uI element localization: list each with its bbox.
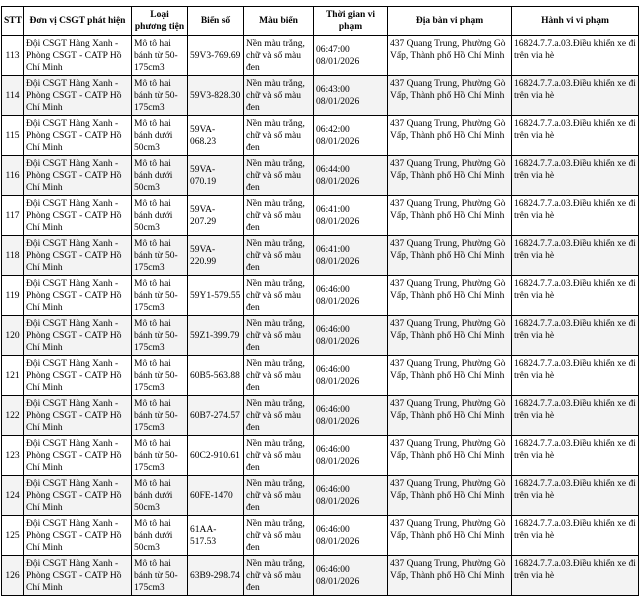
cell-stt: 118 (2, 236, 24, 276)
cell-plate: 59VA-070.19 (188, 156, 244, 196)
cell-plate-color: Nền màu trắng, chữ và số màu đen (244, 316, 314, 356)
table-row (2, 476, 639, 516)
cell-stt: 123 (2, 436, 24, 476)
cell-violation: 16824.7.7.a.03.Điều khiển xe đi trên via hè (512, 396, 639, 436)
cell-stt: 125 (2, 516, 24, 556)
cell-location: 437 Quang Trung, Phường Gò Vấp, Thành phố Hồ Chí Minh (388, 316, 512, 356)
cell-plate: 61AA-517.53 (188, 516, 244, 556)
cell-stt: 119 (2, 276, 24, 316)
cell-plate-color: Nền màu trắng, chữ và số màu đen (244, 476, 314, 516)
cell-time: 06:46:00 08/01/2026 (314, 316, 388, 356)
cell-vehicle-type: Mô tô hai bánh từ 50-175cm3 (132, 356, 188, 396)
cell-violation: 16824.7.7.a.03.Điều khiển xe đi trên via hè (512, 476, 639, 516)
cell-stt: 124 (2, 476, 24, 516)
cell-vehicle-type: Mô tô hai bánh dưới 50cm3 (132, 476, 188, 516)
cell-violation: 16824.7.7.a.03.Điều khiển xe đi trên via hè (512, 156, 639, 196)
header-time: Thời gian vi phạm (314, 7, 388, 36)
cell-plate-color: Nền màu trắng, chữ và số màu đen (244, 276, 314, 316)
header-vehicle-type: Loại phương tiện (132, 7, 188, 36)
cell-plate: 60FE-1470 (188, 476, 244, 516)
cell-plate: 63B9-298.74 (188, 556, 244, 596)
cell-time: 06:41:00 08/01/2026 (314, 236, 388, 276)
cell-plate: 60C2-910.61 (188, 436, 244, 476)
cell-vehicle-type: Mô tô hai bánh dưới 50cm3 (132, 196, 188, 236)
cell-plate-color: Nền màu trắng, chữ và số màu đen (244, 156, 314, 196)
table-body (2, 36, 639, 596)
cell-plate: 59VA-220.99 (188, 236, 244, 276)
cell-vehicle-type: Mô tô hai bánh từ 50-175cm3 (132, 436, 188, 476)
cell-location: 437 Quang Trung, Phường Gò Vấp, Thành phố Hồ Chí Minh (388, 36, 512, 76)
violations-table-container (1, 6, 639, 596)
table-header-row (2, 7, 639, 36)
cell-vehicle-type: Mô tô hai bánh từ 50-175cm3 (132, 396, 188, 436)
cell-location: 437 Quang Trung, Phường Gò Vấp, Thành phố Hồ Chí Minh (388, 476, 512, 516)
cell-plate-color: Nền màu trắng, chữ và số màu đen (244, 396, 314, 436)
header-violation: Hành vi vi phạm (512, 7, 639, 36)
cell-plate: 60B5-563.88 (188, 356, 244, 396)
cell-plate: 59V3-769.69 (188, 36, 244, 76)
cell-unit: Đội CSGT Hàng Xanh - Phòng CSGT - CATP Hồ Chí Minh (24, 396, 132, 436)
cell-vehicle-type: Mô tô hai bánh từ 50-175cm3 (132, 556, 188, 596)
cell-time: 06:46:00 08/01/2026 (314, 276, 388, 316)
cell-time: 06:46:00 08/01/2026 (314, 476, 388, 516)
cell-vehicle-type: Mô tô hai bánh từ 50-175cm3 (132, 276, 188, 316)
cell-time: 06:43:00 08/01/2026 (314, 76, 388, 116)
cell-violation: 16824.7.7.a.03.Điều khiển xe đi trên via hè (512, 516, 639, 556)
header-location: Địa bàn vi phạm (388, 7, 512, 36)
cell-plate: 60B7-274.57 (188, 396, 244, 436)
cell-plate-color: Nền màu trắng, chữ và số màu đen (244, 236, 314, 276)
cell-time: 06:46:00 08/01/2026 (314, 436, 388, 476)
cell-location: 437 Quang Trung, Phường Gò Vấp, Thành phố Hồ Chí Minh (388, 556, 512, 596)
cell-violation: 16824.7.7.a.03.Điều khiển xe đi trên via hè (512, 36, 639, 76)
cell-plate: 59Z1-399.79 (188, 316, 244, 356)
cell-stt: 114 (2, 76, 24, 116)
cell-location: 437 Quang Trung, Phường Gò Vấp, Thành phố Hồ Chí Minh (388, 276, 512, 316)
cell-violation: 16824.7.7.a.03.Điều khiển xe đi trên via hè (512, 436, 639, 476)
cell-stt: 120 (2, 316, 24, 356)
cell-time: 06:46:00 08/01/2026 (314, 396, 388, 436)
cell-location: 437 Quang Trung, Phường Gò Vấp, Thành phố Hồ Chí Minh (388, 76, 512, 116)
table-row (2, 276, 639, 316)
cell-violation: 16824.7.7.a.03.Điều khiển xe đi trên via hè (512, 556, 639, 596)
table-row (2, 116, 639, 156)
cell-plate-color: Nền màu trắng, chữ và số màu đen (244, 356, 314, 396)
header-plate-color: Màu biển (244, 7, 314, 36)
table-row (2, 196, 639, 236)
cell-unit: Đội CSGT Hàng Xanh - Phòng CSGT - CATP Hồ Chí Minh (24, 476, 132, 516)
cell-location: 437 Quang Trung, Phường Gò Vấp, Thành phố Hồ Chí Minh (388, 436, 512, 476)
table-row (2, 76, 639, 116)
cell-violation: 16824.7.7.a.03.Điều khiển xe đi trên via hè (512, 276, 639, 316)
cell-location: 437 Quang Trung, Phường Gò Vấp, Thành phố Hồ Chí Minh (388, 196, 512, 236)
cell-vehicle-type: Mô tô hai bánh dưới 50cm3 (132, 516, 188, 556)
cell-location: 437 Quang Trung, Phường Gò Vấp, Thành phố Hồ Chí Minh (388, 116, 512, 156)
cell-plate-color: Nền màu trắng, chữ và số màu đen (244, 76, 314, 116)
cell-unit: Đội CSGT Hàng Xanh - Phòng CSGT - CATP Hồ Chí Minh (24, 276, 132, 316)
cell-vehicle-type: Mô tô hai bánh dưới 50cm3 (132, 116, 188, 156)
cell-time: 06:46:00 08/01/2026 (314, 356, 388, 396)
cell-plate: 59V3-828.30 (188, 76, 244, 116)
header-unit: Đơn vị CSGT phát hiện (24, 7, 132, 36)
cell-time: 06:46:00 08/01/2026 (314, 556, 388, 596)
table-row (2, 316, 639, 356)
table-row (2, 436, 639, 476)
cell-time: 06:47:00 08/01/2026 (314, 36, 388, 76)
table-row (2, 516, 639, 556)
cell-stt: 126 (2, 556, 24, 596)
cell-time: 06:42:00 08/01/2026 (314, 116, 388, 156)
cell-violation: 16824.7.7.a.03.Điều khiển xe đi trên via hè (512, 356, 639, 396)
cell-plate-color: Nền màu trắng, chữ và số màu đen (244, 116, 314, 156)
cell-unit: Đội CSGT Hàng Xanh - Phòng CSGT - CATP Hồ Chí Minh (24, 356, 132, 396)
cell-plate-color: Nền màu trắng, chữ và số màu đen (244, 516, 314, 556)
table-row (2, 156, 639, 196)
cell-location: 437 Quang Trung, Phường Gò Vấp, Thành phố Hồ Chí Minh (388, 396, 512, 436)
cell-vehicle-type: Mô tô hai bánh từ 50-175cm3 (132, 36, 188, 76)
table-row (2, 36, 639, 76)
cell-location: 437 Quang Trung, Phường Gò Vấp, Thành phố Hồ Chí Minh (388, 356, 512, 396)
header-stt: STT (2, 7, 24, 36)
cell-plate-color: Nền màu trắng, chữ và số màu đen (244, 556, 314, 596)
cell-plate-color: Nền màu trắng, chữ và số màu đen (244, 436, 314, 476)
cell-unit: Đội CSGT Hàng Xanh - Phòng CSGT - CATP Hồ Chí Minh (24, 76, 132, 116)
cell-location: 437 Quang Trung, Phường Gò Vấp, Thành phố Hồ Chí Minh (388, 236, 512, 276)
cell-violation: 16824.7.7.a.03.Điều khiển xe đi trên via hè (512, 196, 639, 236)
cell-unit: Đội CSGT Hàng Xanh - Phòng CSGT - CATP Hồ Chí Minh (24, 556, 132, 596)
table-row (2, 396, 639, 436)
cell-location: 437 Quang Trung, Phường Gò Vấp, Thành phố Hồ Chí Minh (388, 516, 512, 556)
cell-stt: 117 (2, 196, 24, 236)
cell-stt: 113 (2, 36, 24, 76)
cell-unit: Đội CSGT Hàng Xanh - Phòng CSGT - CATP Hồ Chí Minh (24, 316, 132, 356)
cell-unit: Đội CSGT Hàng Xanh - Phòng CSGT - CATP Hồ Chí Minh (24, 516, 132, 556)
cell-violation: 16824.7.7.a.03.Điều khiển xe đi trên via hè (512, 236, 639, 276)
cell-location: 437 Quang Trung, Phường Gò Vấp, Thành phố Hồ Chí Minh (388, 156, 512, 196)
cell-unit: Đội CSGT Hàng Xanh - Phòng CSGT - CATP Hồ Chí Minh (24, 236, 132, 276)
cell-unit: Đội CSGT Hàng Xanh - Phòng CSGT - CATP Hồ Chí Minh (24, 196, 132, 236)
cell-unit: Đội CSGT Hàng Xanh - Phòng CSGT - CATP Hồ Chí Minh (24, 436, 132, 476)
cell-unit: Đội CSGT Hàng Xanh - Phòng CSGT - CATP Hồ Chí Minh (24, 36, 132, 76)
cell-violation: 16824.7.7.a.03.Điều khiển xe đi trên via hè (512, 316, 639, 356)
cell-stt: 121 (2, 356, 24, 396)
cell-plate: 59VA-068.23 (188, 116, 244, 156)
cell-violation: 16824.7.7.a.03.Điều khiển xe đi trên via hè (512, 76, 639, 116)
table-row (2, 556, 639, 596)
cell-plate: 59Y1-579.55 (188, 276, 244, 316)
cell-vehicle-type: Mô tô hai bánh từ 50-175cm3 (132, 236, 188, 276)
cell-time: 06:41:00 08/01/2026 (314, 196, 388, 236)
cell-time: 06:44:00 08/01/2026 (314, 156, 388, 196)
cell-plate-color: Nền màu trắng, chữ và số màu đen (244, 196, 314, 236)
table-row (2, 236, 639, 276)
table-row (2, 356, 639, 396)
cell-unit: Đội CSGT Hàng Xanh - Phòng CSGT - CATP Hồ Chí Minh (24, 156, 132, 196)
cell-stt: 115 (2, 116, 24, 156)
cell-plate: 59VA-207.29 (188, 196, 244, 236)
cell-vehicle-type: Mô tô hai bánh dưới 50cm3 (132, 156, 188, 196)
cell-time: 06:46:00 08/01/2026 (314, 516, 388, 556)
header-plate: Biển số (188, 7, 244, 36)
violations-table (1, 6, 639, 596)
cell-plate-color: Nền màu trắng, chữ và số màu đen (244, 36, 314, 76)
cell-vehicle-type: Mô tô hai bánh từ 50-175cm3 (132, 76, 188, 116)
cell-vehicle-type: Mô tô hai bánh từ 50-175cm3 (132, 316, 188, 356)
cell-stt: 116 (2, 156, 24, 196)
cell-stt: 122 (2, 396, 24, 436)
cell-unit: Đội CSGT Hàng Xanh - Phòng CSGT - CATP Hồ Chí Minh (24, 116, 132, 156)
cell-violation: 16824.7.7.a.03.Điều khiển xe đi trên via hè (512, 116, 639, 156)
